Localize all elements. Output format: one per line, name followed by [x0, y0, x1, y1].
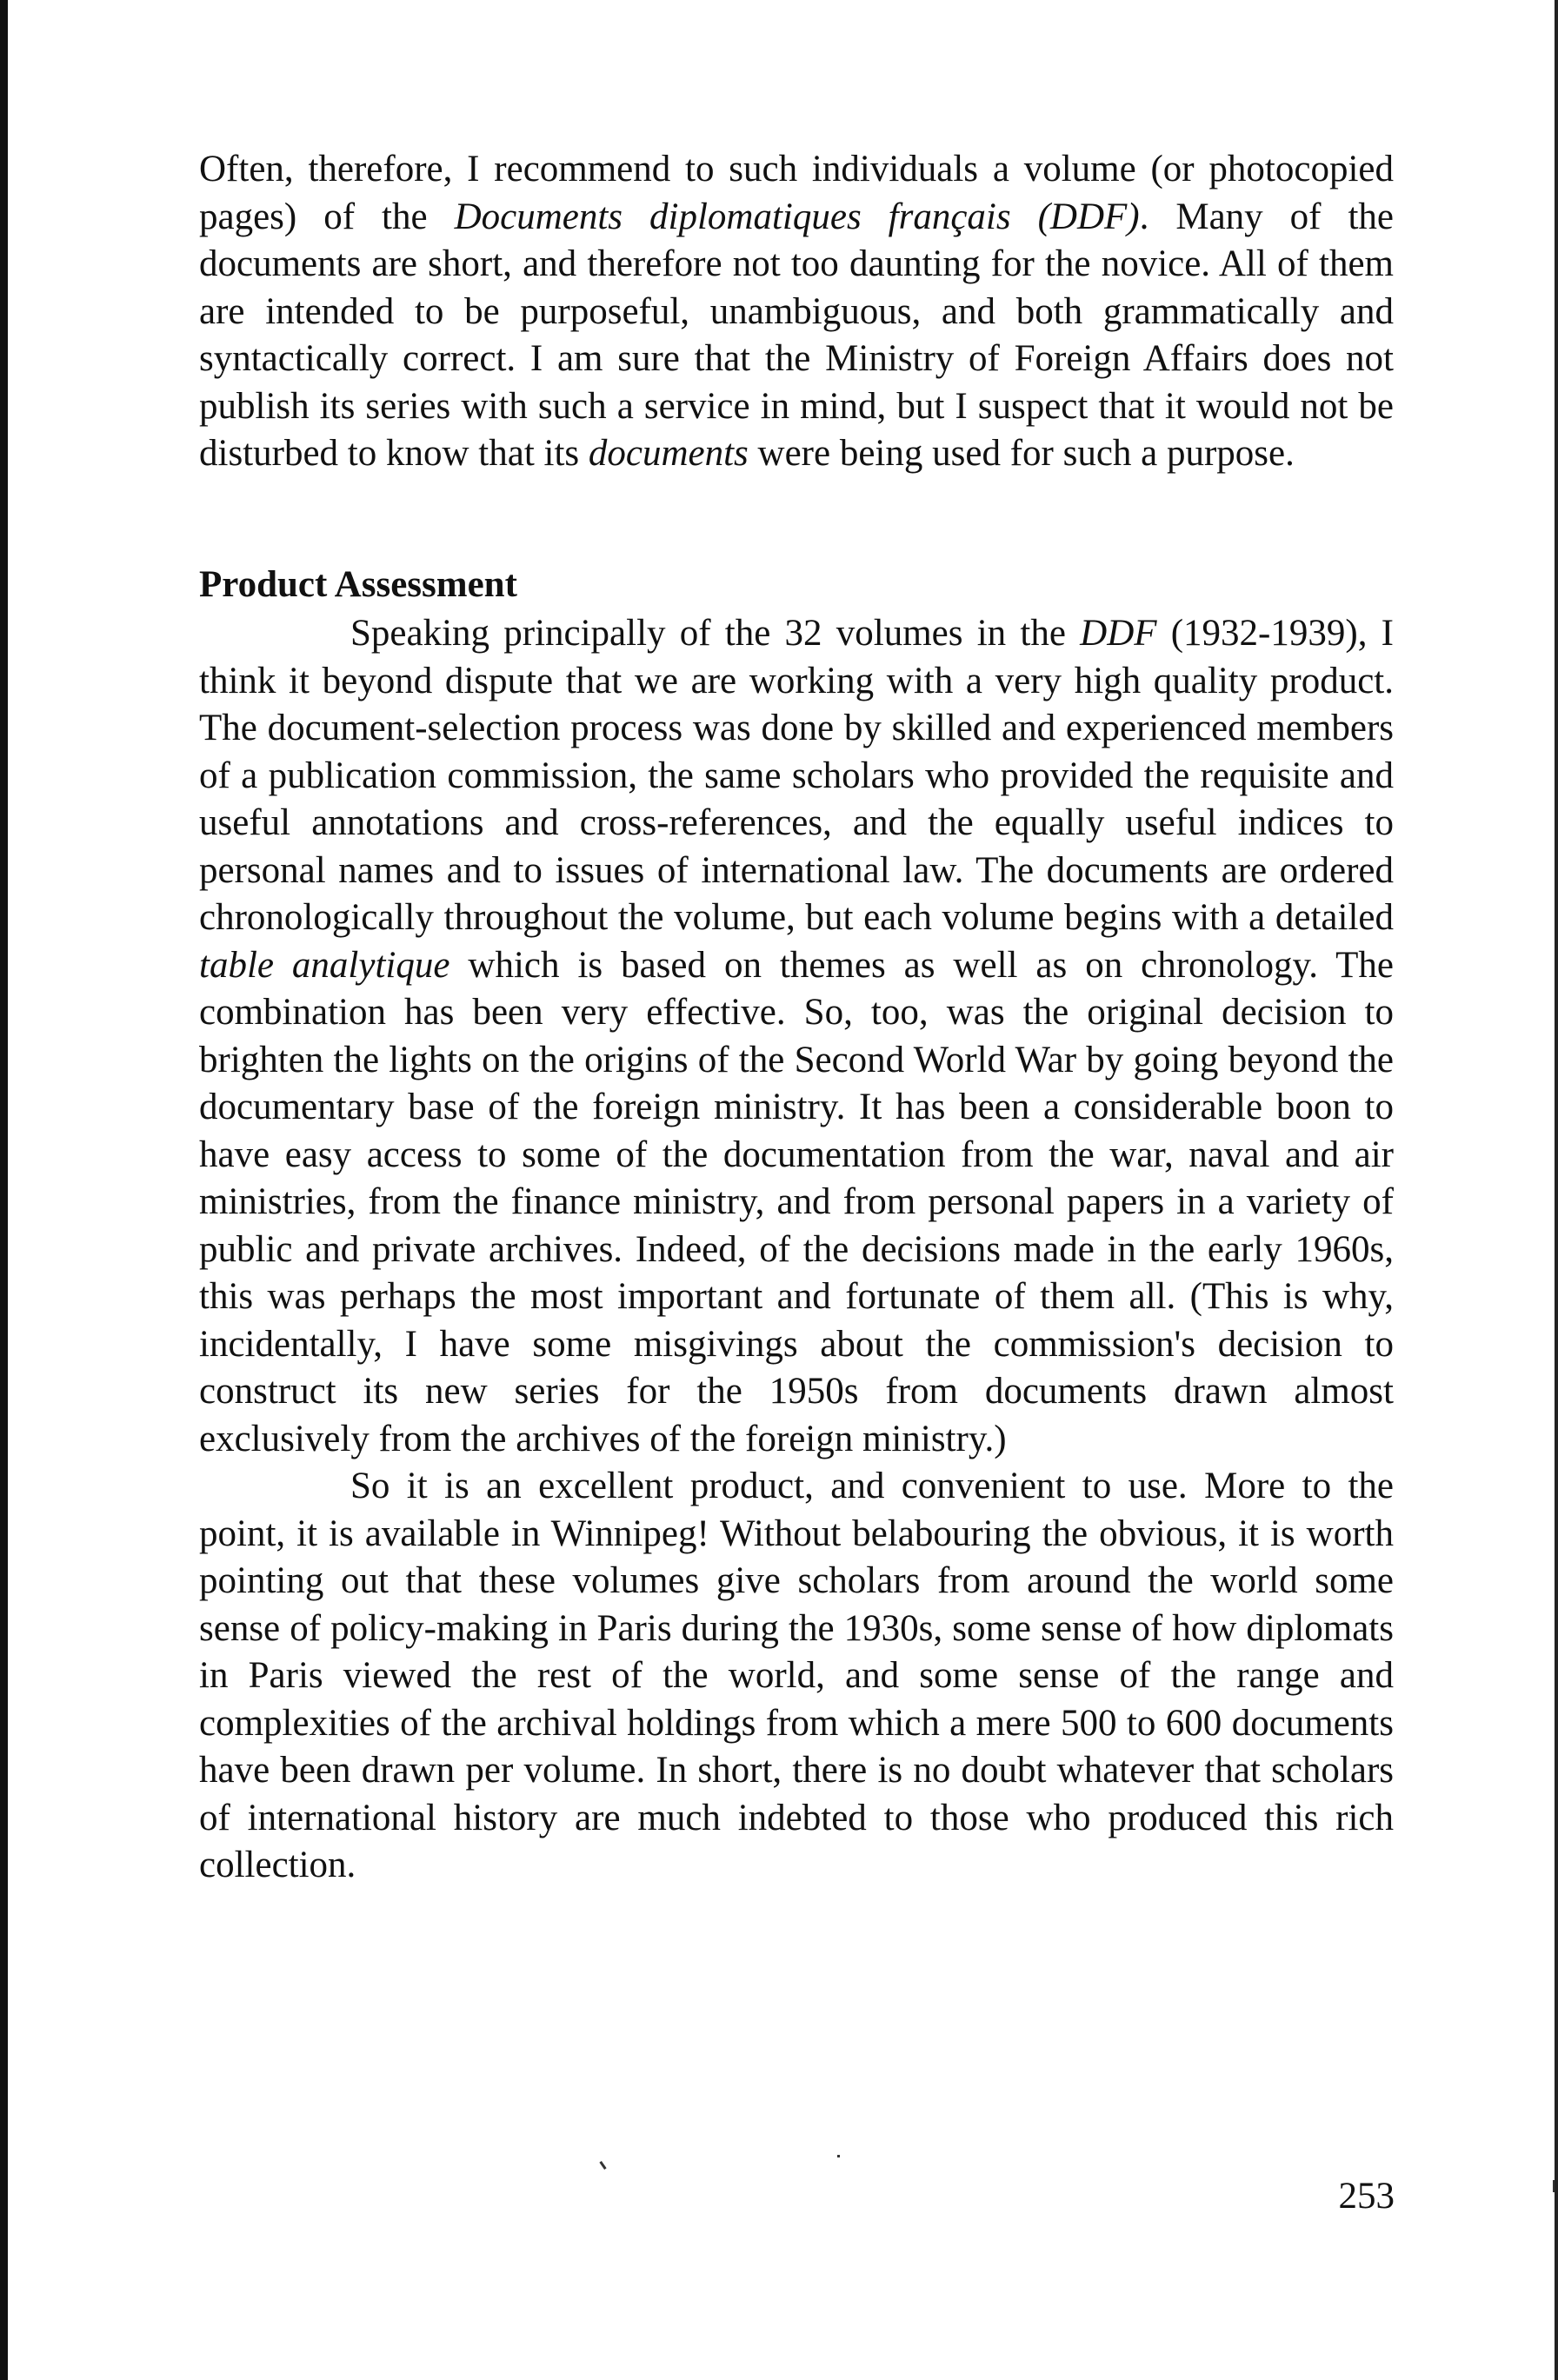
- ddf-title-italic: Documents diplomatiques français (DDF): [454, 196, 1140, 237]
- scan-speck: [1553, 2180, 1555, 2192]
- paragraph-excellent-product: So it is an excellent product, and convenient to use. More to the point, it is available in Winnipeg! Without belabouring the obvious, it is worth pointing out that these volumes give scholars from around the world some sense of policy-making in Paris during the 1930s, some sense of how diplomats in Paris viewed the rest of the world, and some sense of the range and complexities of the archival holdings from which a mere 500 to 600 documents have been drawn per volume. In short, there is no doubt whatever that scholars of international history are much indebted to those who produced this rich collection.: [199, 1466, 1394, 1885]
- paragraph-text: which is based on themes as well as on chronology. The combination has been very effective. So, too, was the original decision to brighten the lights on the origins of the Second World War by going beyond the documentary base of the foreign ministry. It has been a considerable boon to have easy access to some of the documentation from the war, naval and air ministries, from the finance ministry, and from personal papers in a variety of public and private archives. Indeed, of the decisions made in the early 1960s, this was perhaps the most important and fortunate of them all. (This is why, incidentally, I have some misgivings about the commission's decision to construct its new series for the 1950s from documents drawn almost exclusively from the archives of the foreign ministry.): [199, 944, 1394, 1459]
- paragraph-text: were being used for such a purpose.: [748, 433, 1295, 474]
- scan-speck: [837, 2155, 840, 2157]
- page-number: 253: [1338, 2176, 1395, 2217]
- page-body: [199, 146, 1394, 1890]
- scan-left-edge: [0, 0, 8, 2380]
- ddf-abbrev-italic: DDF: [1080, 613, 1157, 654]
- section-heading: Product Assessment: [199, 563, 517, 605]
- paragraph-product-assessment: [199, 610, 1394, 1463]
- paragraph-text: Speaking principally of the 32 volumes in the: [350, 613, 1081, 654]
- paragraph-text: (1932-1939), I think it beyond dispute that we are working with a very high quality product. The document-selection process was done by skilled and experienced members of a publication commission, the same scholars who provided the requisite and useful annotations and cross-references, and the equally useful indices to personal names and to issues of international law. The documents are ordered chronologically throughout the volume, but each volume begins with a detailed: [199, 613, 1394, 938]
- paragraph-text: . Many of the documents are short, and therefore not too daunting for the novice. All of them are intended to be purposeful, unambiguous, and both grammatically and syntactically correct. I am sure that the Ministry of Foreign Affairs does not publish its series with such a service in mind, but I suspect that it would not be disturbed to know that its: [199, 196, 1395, 474]
- paragraph-text: Often, therefore, I recommend to such individuals a volume (or photocopied pages) of the: [199, 149, 1394, 237]
- paragraph-ddf-recommendation: [199, 146, 1394, 478]
- documents-italic: documents: [588, 433, 749, 474]
- table-analytique-italic: table analytique: [199, 944, 450, 986]
- scan-speck: [599, 2161, 606, 2170]
- scan-right-edge: [1555, 0, 1558, 2380]
